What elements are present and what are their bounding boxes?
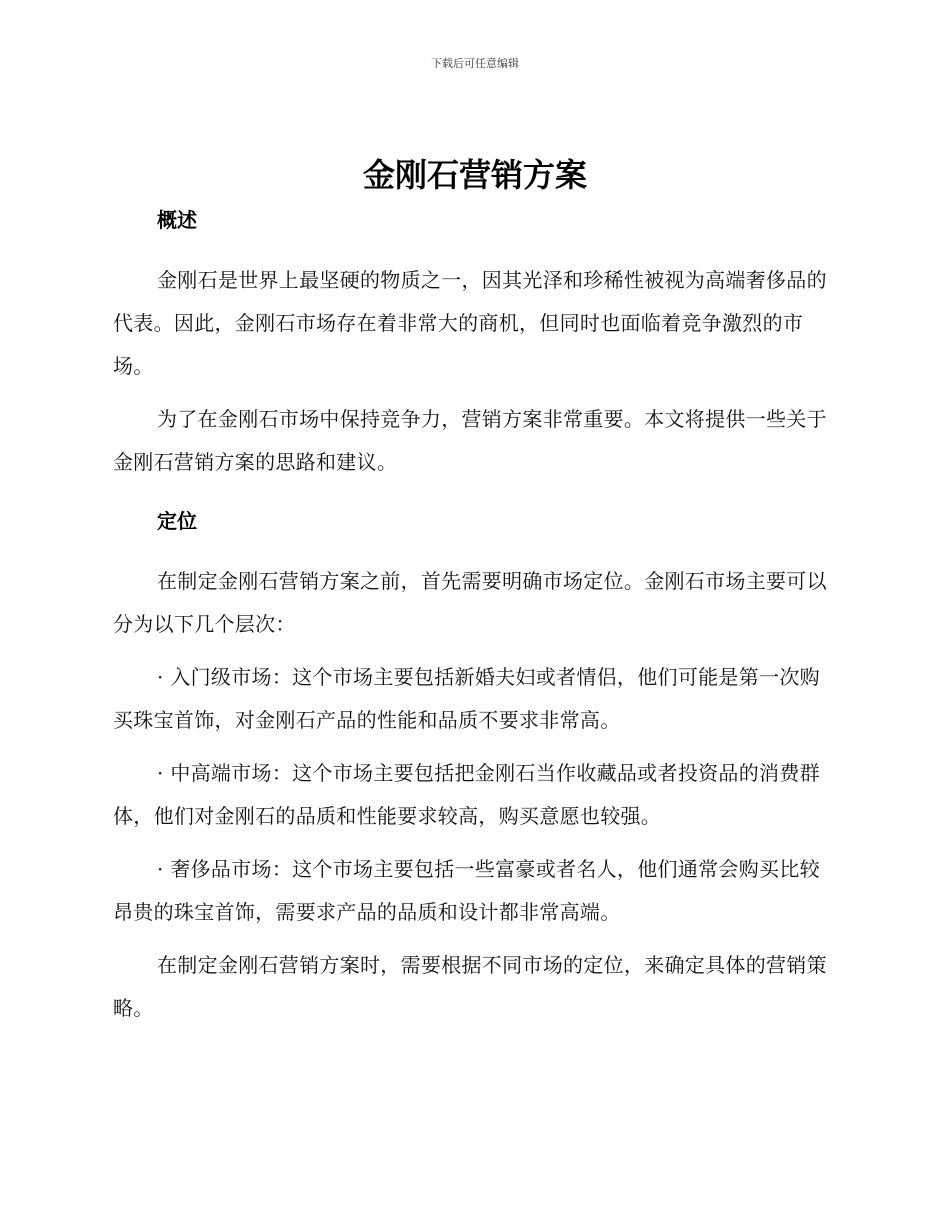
bullet-item: · 入门级市场：这个市场主要包括新婚夫妇或者情侣，他们可能是第一次购买珠宝首饰，对金刚石产品的性能和品质不要求非常高。 [113, 665, 820, 732]
paragraph: 在制定金刚石营销方案时，需要根据不同市场的定位，来确定具体的营销策略。 [113, 953, 827, 1020]
section-overview [113, 203, 833, 484]
header-note: 下载后可任意编辑 [431, 57, 519, 70]
section-heading: 概述 [157, 208, 197, 232]
section-positioning [113, 504, 833, 1030]
section-heading: 定位 [157, 509, 197, 533]
paragraph: 金刚石是世界上最坚硬的物质之一，因其光泽和珍稀性被视为高端奢侈品的代表。因此，金刚石市场存在着非常大的商机，但同时也面临着竞争激烈的市场。 [113, 268, 827, 378]
bullet-item: · 中高端市场：这个市场主要包括把金刚石当作收藏品或者投资品的消费群体，他们对金刚石的品质和性能要求较高，购买意愿也较强。 [113, 761, 820, 828]
document-body [113, 203, 833, 1030]
bullet-item: · 奢侈品市场：这个市场主要包括一些富豪或者名人，他们通常会购买比较昂贵的珠宝首饰，需要求产品的品质和设计都非常高端。 [113, 857, 820, 924]
paragraph: 在制定金刚石营销方案之前，首先需要明确市场定位。金刚石市场主要可以分为以下几个层次： [113, 569, 827, 636]
document-title: 金刚石营销方案 [362, 156, 587, 194]
paragraph: 为了在金刚石市场中保持竞争力，营销方案非常重要。本文将提供一些关于金刚石营销方案的思路和建议。 [113, 407, 827, 474]
